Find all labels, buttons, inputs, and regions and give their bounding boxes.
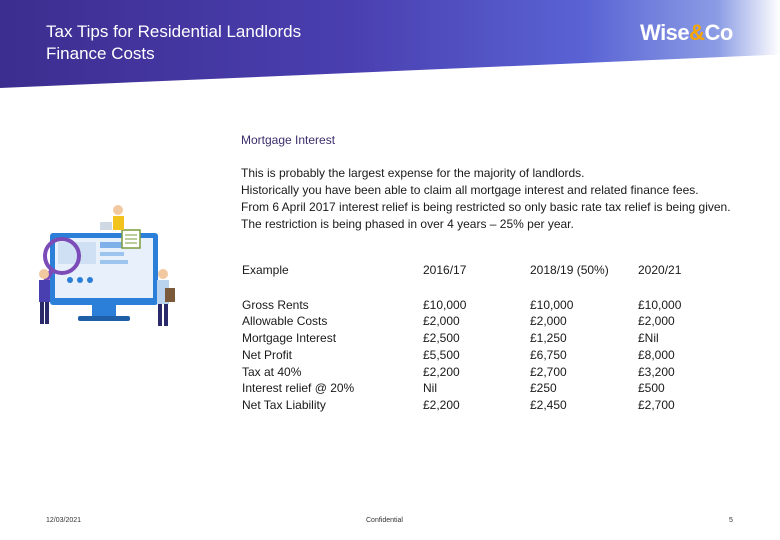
table-cell: £2,700	[638, 397, 675, 412]
table-cell: Net Profit	[242, 347, 293, 362]
column-header: 2020/21	[638, 263, 682, 277]
table-cell: £2,500	[423, 331, 460, 346]
screen-dot	[77, 277, 83, 283]
logo-ampersand: &	[689, 20, 705, 45]
person-head	[113, 205, 123, 215]
table-cell: £6,750	[530, 347, 567, 362]
table-cell: Mortgage Interest	[242, 331, 337, 346]
table-cell: £2,200	[423, 397, 460, 412]
table-cell: Allowable Costs	[242, 314, 328, 329]
screen-dot	[87, 277, 93, 283]
person-body	[113, 216, 124, 230]
table-column-labels	[242, 262, 354, 414]
table-column-2018	[530, 262, 609, 414]
table-cell: Nil	[423, 381, 437, 396]
column-header: Example	[242, 263, 289, 277]
table-cell: Gross Rents	[242, 297, 309, 312]
page-number: 5	[729, 517, 733, 524]
person-body	[39, 280, 50, 302]
table-cell: £250	[530, 381, 557, 396]
table-cell: £2,000	[638, 314, 675, 329]
person-leg	[40, 302, 44, 324]
table-cell: £8,000	[638, 347, 675, 362]
logo-co: Co	[704, 20, 733, 45]
table-cell: £1,250	[530, 331, 567, 346]
table-cell: £3,200	[638, 364, 675, 379]
person-leg	[158, 304, 162, 326]
monitor-stand	[92, 305, 116, 317]
table-cell: Net Tax Liability	[242, 397, 326, 412]
section-title: Mortgage Interest	[241, 133, 336, 147]
laptop	[100, 222, 112, 230]
person-leg	[164, 304, 168, 326]
footer-date: 12/03/2021	[46, 517, 82, 524]
page-title	[46, 21, 301, 65]
table-cell: £2,200	[423, 364, 460, 379]
logo-wise: Wise	[640, 20, 690, 45]
monitor-base	[78, 316, 130, 321]
table-column-2020	[638, 262, 681, 414]
table-cell: Tax at 40%	[242, 364, 302, 379]
intro-paragraph: The restriction is being phased in over 4 years – 25% per year.	[241, 217, 574, 231]
table-cell: £2,000	[423, 314, 460, 329]
office-illustration	[30, 198, 190, 333]
intro-paragraph: This is probably the largest expense for the majority of landlords.	[241, 166, 585, 180]
folder	[165, 288, 175, 302]
person-head	[39, 269, 49, 279]
intro-paragraph: From 6 April 2017 interest relief is being restricted so only basic rate tax relief is being given.	[241, 200, 731, 214]
title-line-2: Finance Costs	[46, 44, 155, 63]
table-cell: £10,000	[423, 297, 467, 312]
screen-bar	[100, 260, 128, 264]
title-line-1: Tax Tips for Residential Landlords	[46, 22, 302, 41]
person-leg	[45, 302, 49, 324]
screen-dot	[67, 277, 73, 283]
table-cell: £10,000	[530, 297, 574, 312]
column-header: 2018/19 (50%)	[530, 263, 609, 277]
table-cell: £2,000	[530, 314, 567, 329]
column-header: 2016/17	[423, 263, 467, 277]
table-cell: £10,000	[638, 297, 682, 312]
table-cell: £2,700	[530, 364, 567, 379]
table-cell: £5,500	[423, 347, 460, 362]
footer-confidential: Confidential	[366, 517, 403, 524]
table-column-2016	[423, 262, 466, 414]
company-logo	[640, 20, 733, 46]
table-cell: Interest relief @ 20%	[242, 381, 355, 396]
intro-paragraph: Historically you have been able to claim all mortgage interest and related finance fees.	[241, 183, 699, 197]
person-head	[158, 269, 168, 279]
screen-bar	[100, 252, 124, 256]
table-cell: £500	[638, 381, 665, 396]
table-cell: £2,450	[530, 397, 567, 412]
intro-text	[241, 165, 741, 233]
table-cell: £Nil	[638, 331, 659, 346]
